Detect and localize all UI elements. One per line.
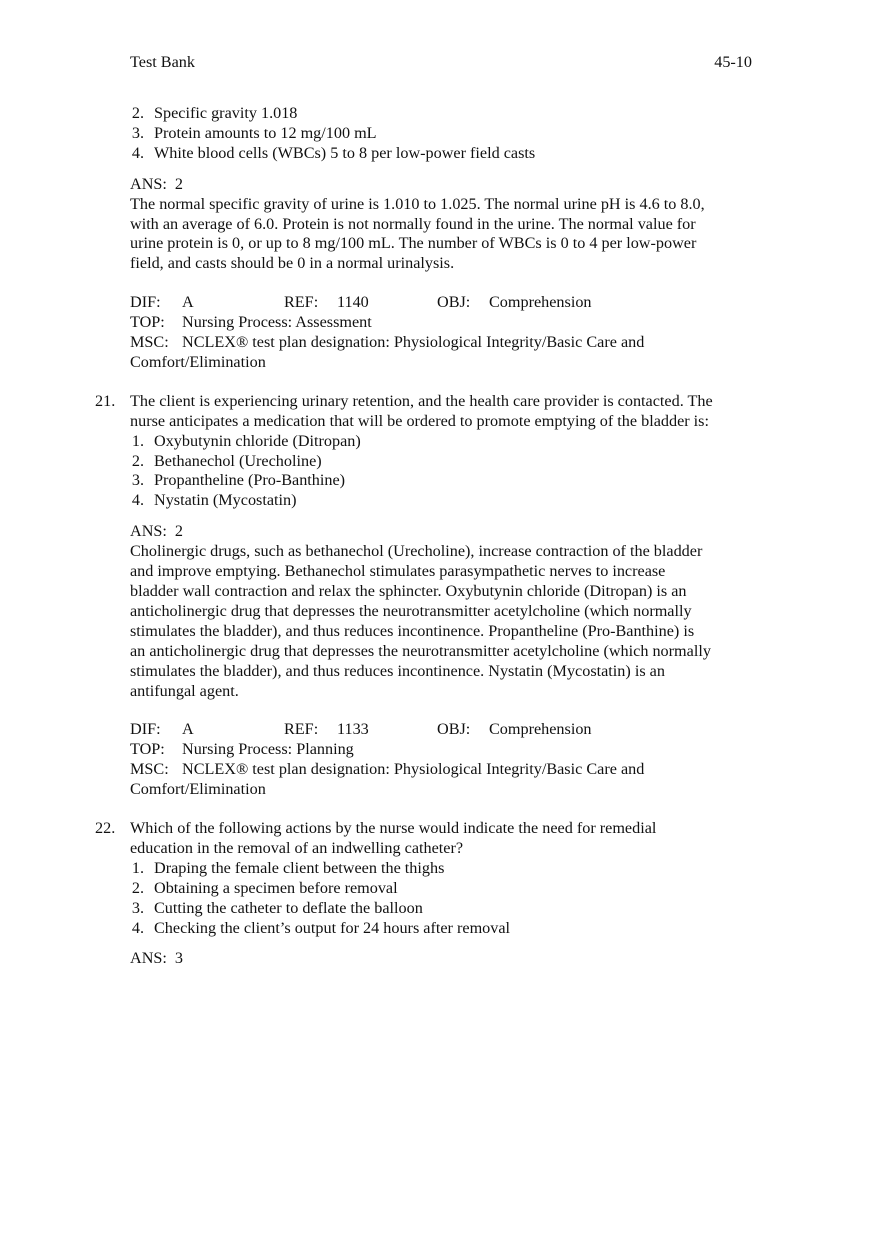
metadata-ref: 1133	[337, 720, 369, 739]
option-number: 3.	[131, 471, 144, 490]
answer-value: 2	[174, 174, 183, 193]
answer-option	[130, 432, 770, 452]
rationale-line: Cholinergic drugs, such as bethanechol (Urecholine), increase contraction of the bladder	[130, 542, 703, 561]
rationale-line: stimulates the bladder), and thus reduces incontinence. Nystatin (Mycostatin) is an	[130, 661, 665, 680]
answer-value: 2	[174, 522, 183, 541]
rationale-line: with an average of 6.0. Protein is not normally found in the urine. The normal value for	[130, 214, 696, 233]
answer-option	[130, 104, 770, 124]
option-number: 2.	[131, 451, 144, 470]
document-body	[95, 104, 770, 969]
metadata-row-topic	[130, 740, 770, 760]
metadata-obj-label: OBJ:	[437, 293, 471, 312]
answer-option	[130, 879, 770, 899]
option-text: Protein amounts to 12 mg/100 mL	[154, 123, 377, 142]
option-text: Specific gravity 1.018	[154, 104, 298, 122]
question-stem-line: education in the removal of an indwelling catheter?	[130, 838, 464, 857]
answer-label: ANS:	[130, 174, 167, 193]
rationale-line: and improve emptying. Bethanechol stimulates parasympathetic nerves to increase	[130, 562, 666, 581]
metadata-msc-label: MSC:	[130, 760, 169, 779]
option-number: 4.	[131, 143, 144, 162]
question-number: 22.	[95, 819, 116, 837]
metadata-row-msc	[130, 760, 770, 780]
metadata-msc-label: MSC:	[130, 333, 169, 352]
metadata-top: Nursing Process: Planning	[182, 740, 354, 759]
page-number: 45-10	[714, 53, 752, 71]
answer-option	[130, 899, 770, 919]
rationale-line: urine protein is 0, or up to 8 mg/100 mL. The number of WBCs is 0 to 4 per low-power	[130, 234, 697, 253]
metadata-dif: A	[182, 293, 194, 312]
question-stem-line: nurse anticipates a medication that will be ordered to promote emptying of the bladder is:	[130, 411, 709, 430]
metadata-top: Nursing Process: Assessment	[182, 313, 372, 332]
answer-value: 3	[174, 949, 183, 968]
question-stem-line: Which of the following actions by the nurse would indicate the need for remedial	[130, 819, 657, 837]
metadata-dif-label: DIF:	[130, 293, 161, 312]
rationale-line: antifungal agent.	[130, 681, 239, 700]
answer-label: ANS:	[130, 522, 167, 541]
answer-option	[130, 144, 770, 164]
metadata-msc-continued: Comfort/Elimination	[130, 780, 266, 799]
answer-label: ANS:	[130, 949, 167, 968]
metadata-row-msc	[130, 333, 770, 353]
metadata-row-topic	[130, 313, 770, 333]
option-number: 2.	[131, 104, 144, 122]
option-text: Bethanechol (Urecholine)	[154, 451, 322, 470]
question-stem-line: The client is experiencing urinary retention, and the health care provider is contacted. The	[130, 391, 713, 410]
option-text: Propantheline (Pro-Banthine)	[154, 471, 346, 490]
rationale-line: stimulates the bladder), and thus reduces incontinence. Propantheline (Pro-Banthine) is	[130, 621, 695, 640]
metadata-msc-continued: Comfort/Elimination	[130, 352, 266, 371]
metadata-row-dif-ref-obj	[130, 720, 770, 740]
question-21	[95, 391, 770, 800]
answer-option	[130, 491, 770, 511]
answer-option	[130, 124, 770, 144]
option-text: Checking the client’s output for 24 hours after removal	[154, 918, 511, 937]
option-text: Oxybutynin chloride (Ditropan)	[154, 431, 361, 450]
rationale-line: anticholinergic drug that depresses the neurotransmitter acetylcholine (which normally	[130, 601, 692, 620]
option-text: White blood cells (WBCs) 5 to 8 per low-power field casts	[154, 143, 536, 162]
question-metadata	[130, 293, 770, 373]
option-text: Cutting the catheter to deflate the balloon	[154, 898, 423, 917]
metadata-top-label: TOP:	[130, 740, 165, 759]
metadata-top-label: TOP:	[130, 313, 165, 332]
option-number: 1.	[131, 431, 144, 450]
metadata-dif-label: DIF:	[130, 720, 161, 739]
question-number: 21.	[95, 391, 116, 410]
answer-option	[130, 471, 770, 491]
metadata-msc: NCLEX® test plan designation: Physiological Integrity/Basic Care and	[182, 333, 645, 352]
answer-key	[130, 522, 770, 542]
option-number: 2.	[131, 878, 144, 897]
metadata-obj: Comprehension	[489, 720, 592, 739]
option-number: 4.	[131, 491, 144, 510]
question-22	[95, 819, 770, 969]
metadata-obj: Comprehension	[489, 293, 592, 312]
option-number: 4.	[131, 918, 144, 937]
answer-key	[130, 175, 770, 195]
question-metadata	[130, 720, 770, 800]
metadata-dif: A	[182, 720, 194, 739]
option-text: Obtaining a specimen before removal	[154, 878, 398, 897]
answer-option	[130, 859, 770, 879]
answer-option	[130, 919, 770, 939]
metadata-ref: 1140	[337, 293, 369, 312]
metadata-obj-label: OBJ:	[437, 720, 471, 739]
rationale-line: The normal specific gravity of urine is 1.010 to 1.025. The normal urine pH is 4.6 to 8.0,	[130, 194, 705, 213]
option-number: 3.	[131, 898, 144, 917]
option-text: Nystatin (Mycostatin)	[154, 491, 297, 510]
answer-key	[130, 949, 770, 969]
option-text: Draping the female client between the thighs	[154, 858, 445, 877]
option-number: 3.	[131, 123, 144, 142]
metadata-ref-label: REF:	[284, 293, 319, 312]
metadata-ref-label: REF:	[284, 720, 319, 739]
running-header-title: Test Bank	[130, 53, 195, 71]
answer-option	[130, 452, 770, 472]
option-number: 1.	[131, 858, 144, 877]
metadata-msc: NCLEX® test plan designation: Physiological Integrity/Basic Care and	[182, 760, 645, 779]
metadata-row-dif-ref-obj	[130, 293, 770, 313]
rationale-line: field, and casts should be 0 in a normal urinalysis.	[130, 254, 455, 273]
rationale-line: an anticholinergic drug that depresses the neurotransmitter acetylcholine (which normally	[130, 641, 711, 660]
rationale-line: bladder wall contraction and relax the sphincter. Oxybutynin chloride (Ditropan) is an	[130, 581, 687, 600]
question-continuation	[130, 104, 770, 373]
